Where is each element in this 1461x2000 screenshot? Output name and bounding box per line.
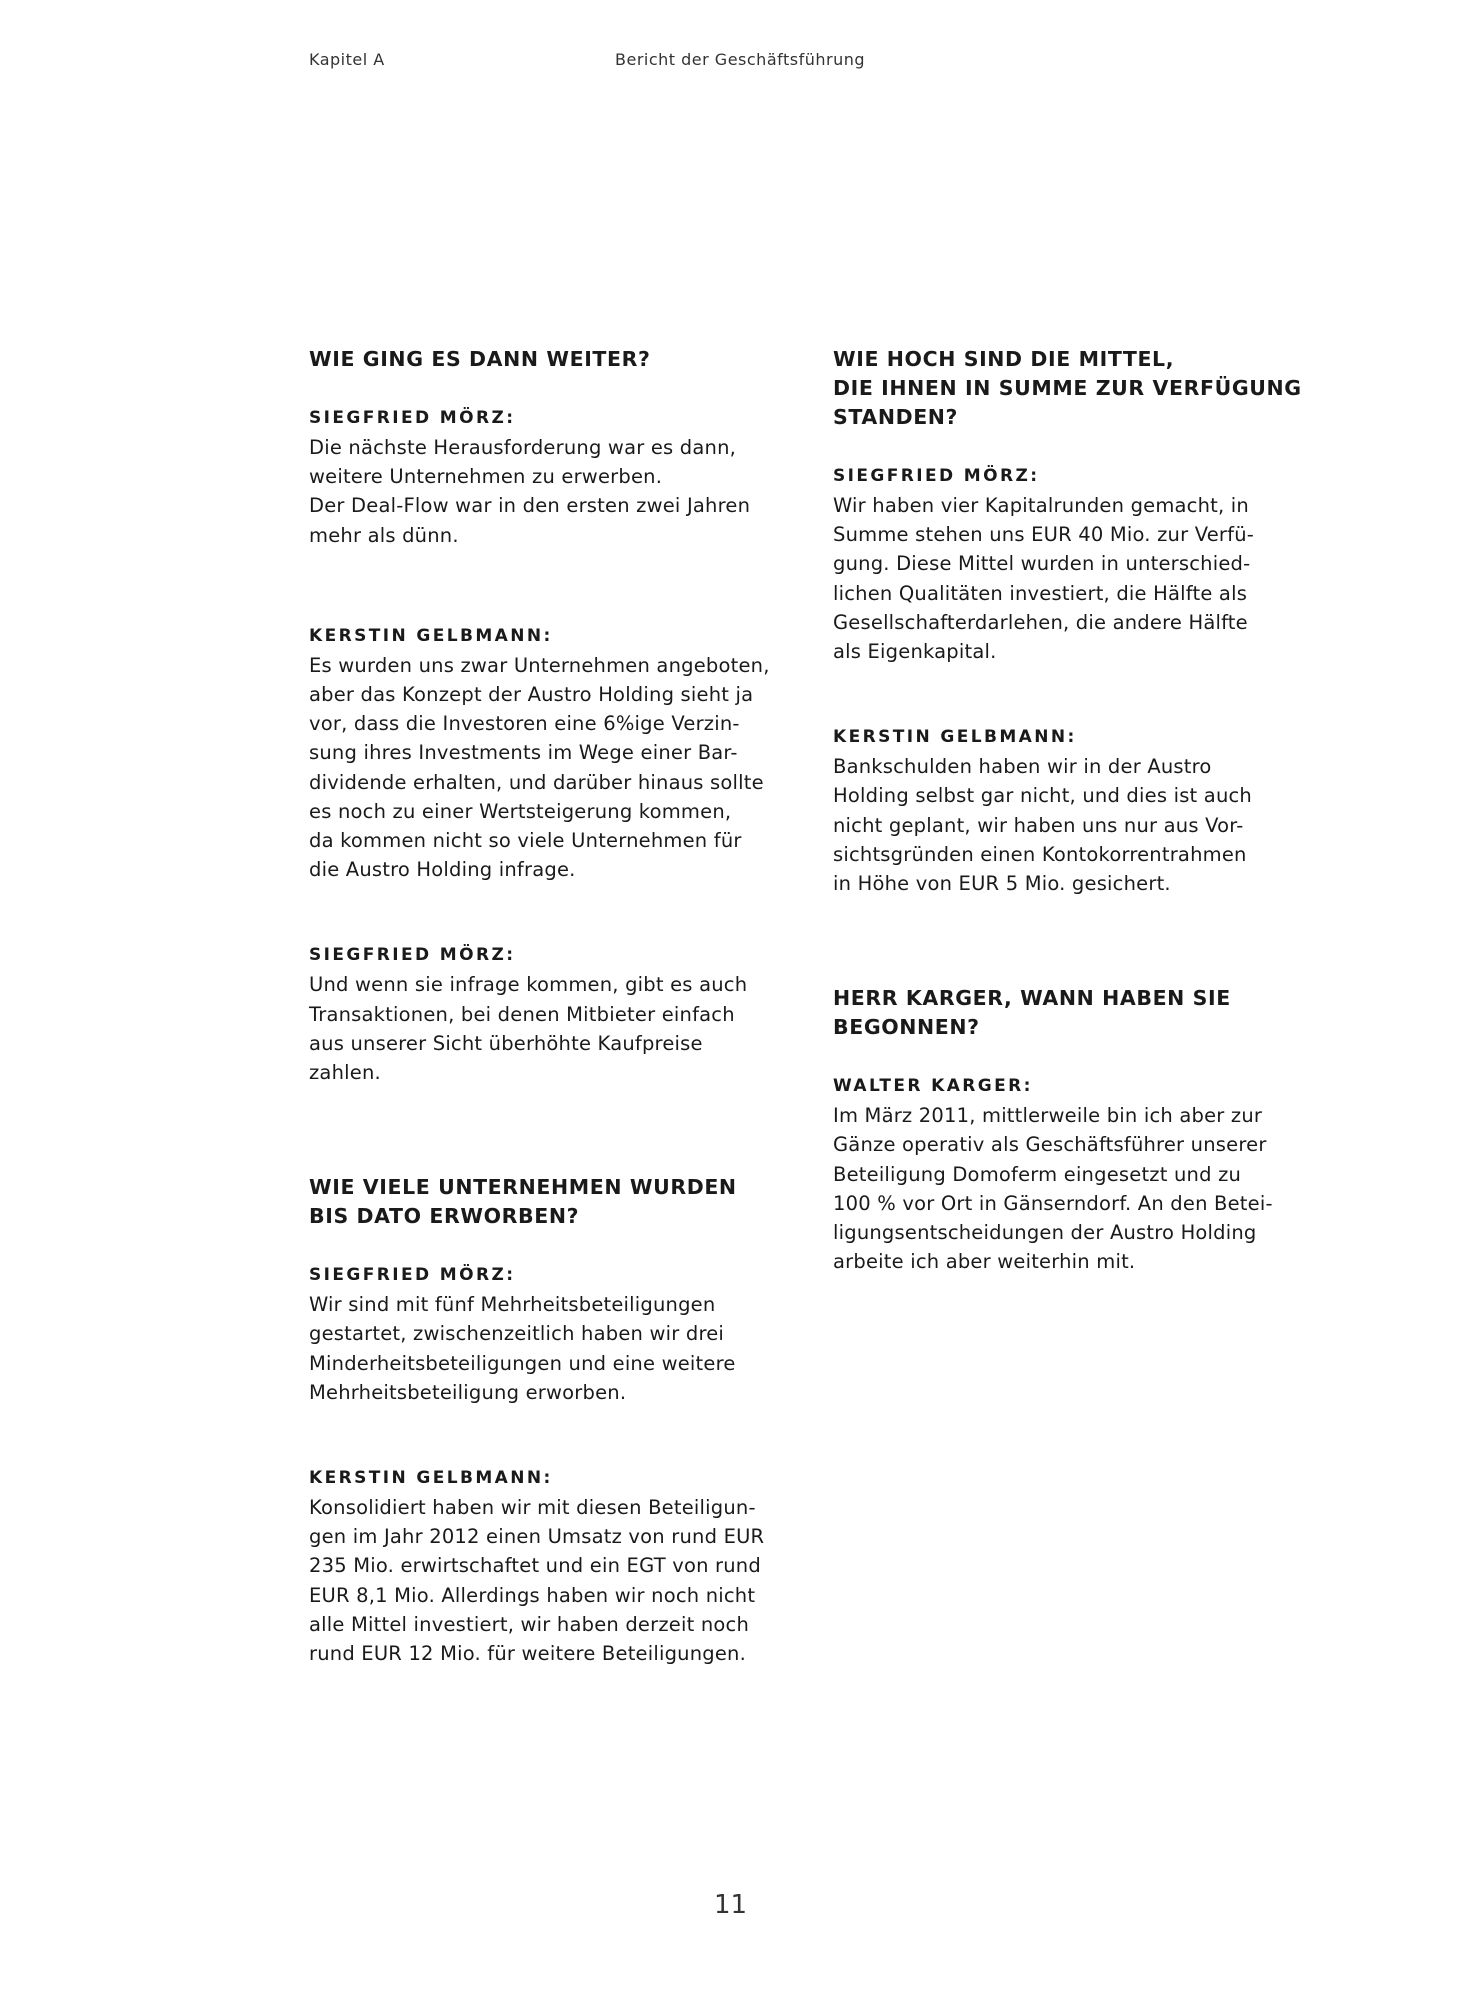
question-line: STANDEN?	[833, 405, 959, 429]
question-line: WIE HOCH SIND DIE MITTEL,	[833, 347, 1175, 371]
speaker-name: KERSTIN GELBMANN:	[833, 727, 1077, 748]
question-block-next-steps	[309, 345, 789, 1087]
answer-walter-karger	[833, 1072, 1313, 1276]
answer-kerstin-gelbmann	[833, 723, 1313, 898]
answer-line: Beteiligung Domoferm eingesetzt und zu	[833, 1162, 1242, 1186]
answer-line: Transaktionen, bei denen Mitbieter einfach	[309, 1002, 735, 1026]
answer-line: in Höhe von EUR 5 Mio. gesichert.	[833, 872, 1171, 896]
answer-line: 100 % vor Ort in Gänserndorf. An den Betei-	[833, 1191, 1273, 1215]
answer-line: sung ihres Investments im Wege einer Bar-	[309, 741, 738, 765]
answer-text	[309, 651, 789, 885]
answer-line: Bankschulden haben wir in der Austro	[833, 755, 1212, 779]
answer-line: da kommen nicht so viele Unternehmen für	[309, 829, 742, 853]
question-line: HERR KARGER, WANN HABEN SIE	[833, 986, 1231, 1011]
question-line: BEGONNEN?	[833, 1015, 980, 1040]
question-heading	[309, 1173, 789, 1231]
answer-line: ligungsentscheidungen der Austro Holding	[833, 1221, 1257, 1245]
answer-text	[833, 491, 1313, 666]
answer-line: gen im Jahr 2012 einen Umsatz von rund EUR	[309, 1525, 765, 1549]
question-heading	[833, 345, 1313, 432]
question-heading	[833, 984, 1313, 1042]
answer-text	[309, 970, 789, 1087]
answer-line: 235 Mio. erwirtschaftet und ein EGT von rund	[309, 1554, 761, 1578]
question-heading	[309, 345, 789, 374]
page-number: 11	[713, 1890, 748, 1920]
answer-line: weitere Unternehmen zu erwerben.	[309, 465, 663, 489]
running-header	[309, 50, 1009, 72]
answer-line: nicht geplant, wir haben uns nur aus Vor-	[833, 813, 1244, 837]
answer-line: Gänze operativ als Geschäftsführer unserer	[833, 1133, 1267, 1157]
answer-line: Gesellschafterdarlehen, die andere Hälfte	[833, 610, 1248, 634]
answer-kerstin-gelbmann	[309, 622, 789, 885]
answer-text	[833, 1101, 1313, 1276]
left-column	[309, 345, 789, 1668]
answer-line: Der Deal-Flow war in den ersten zwei Jahren	[309, 494, 751, 518]
answer-line: vor, dass die Investoren eine 6%ige Verzin-	[309, 712, 740, 736]
answer-line: aus unserer Sicht überhöhte Kaufpreise	[309, 1031, 703, 1055]
answer-line: als Eigenkapital.	[833, 640, 997, 664]
speaker-name: SIEGFRIED MÖRZ:	[833, 466, 1040, 486]
speaker-name: KERSTIN GELBMANN:	[309, 625, 553, 646]
speaker-name: KERSTIN GELBMANN:	[309, 1468, 553, 1489]
answer-line: rund EUR 12 Mio. für weitere Beteiligungen.	[309, 1642, 747, 1666]
answer-line: Minderheitsbeteiligungen und eine weitere	[309, 1351, 736, 1375]
answer-line: gestartet, zwischenzeitlich haben wir drei	[309, 1322, 725, 1346]
question-line: BIS DATO ERWORBEN?	[309, 1204, 580, 1229]
answer-line: die Austro Holding infrage.	[309, 858, 576, 882]
answer-line: Mehrheitsbeteiligung erworben.	[309, 1380, 627, 1404]
section-title: Bericht der Geschäftsführung	[615, 50, 866, 69]
answer-line: alle Mittel investiert, wir haben derzeit noch	[309, 1612, 749, 1636]
answer-line: zahlen.	[309, 1061, 381, 1085]
speaker-name: SIEGFRIED MÖRZ:	[309, 1265, 516, 1286]
answer-line: EUR 8,1 Mio. Allerdings haben wir noch nicht	[309, 1583, 756, 1607]
chapter-label: Kapitel A	[309, 50, 385, 69]
answer-text	[309, 433, 789, 550]
speaker-name: SIEGFRIED MÖRZ:	[309, 408, 516, 428]
answer-text	[309, 1493, 789, 1668]
right-column	[833, 345, 1313, 1276]
answer-line: Im März 2011, mittlerweile bin ich aber zur	[833, 1104, 1263, 1128]
question-block-acquisitions	[309, 1173, 789, 1668]
answer-siegfried-moerz	[833, 462, 1313, 666]
answer-line: mehr als dünn.	[309, 523, 459, 547]
question-line: WIE VIELE UNTERNEHMEN WURDEN	[309, 1175, 737, 1200]
answer-line: Summe stehen uns EUR 40 Mio. zur Verfü-	[833, 523, 1255, 547]
answer-line: Und wenn sie infrage kommen, gibt es auch	[309, 973, 748, 997]
question-block-karger-start	[833, 984, 1313, 1276]
answer-line: es noch zu einer Wertsteigerung kommen,	[309, 799, 732, 823]
answer-line: Wir sind mit fünf Mehrheitsbeteiligungen	[309, 1293, 716, 1317]
answer-siegfried-moerz	[309, 941, 789, 1087]
answer-line: Die nächste Herausforderung war es dann,	[309, 436, 737, 459]
answer-line: Konsolidiert haben wir mit diesen Beteiligun-	[309, 1496, 756, 1520]
answer-line: aber das Konzept der Austro Holding sieht ja	[309, 683, 754, 707]
speaker-name: WALTER KARGER:	[833, 1076, 1033, 1097]
answer-line: arbeite ich aber weiterhin mit.	[833, 1250, 1136, 1274]
answer-text	[309, 1290, 789, 1407]
answer-line: Wir haben vier Kapitalrunden gemacht, in	[833, 494, 1249, 517]
speaker-name: SIEGFRIED MÖRZ:	[309, 945, 516, 966]
answer-text	[833, 752, 1313, 898]
answer-siegfried-moerz	[309, 1261, 789, 1407]
answer-line: Holding selbst gar nicht, und dies ist auch	[833, 784, 1252, 808]
answer-line: lichen Qualitäten investiert, die Hälfte als	[833, 581, 1248, 605]
question-block-funding	[833, 345, 1313, 898]
answer-line: dividende erhalten, und darüber hinaus sollte	[309, 770, 764, 794]
answer-siegfried-moerz	[309, 404, 789, 550]
answer-kerstin-gelbmann	[309, 1464, 789, 1668]
answer-line: Es wurden uns zwar Unternehmen angeboten,	[309, 653, 770, 677]
answer-line: gung. Diese Mittel wurden in unterschied-	[833, 552, 1251, 576]
answer-line: sichtsgründen einen Kontokorrentrahmen	[833, 842, 1247, 866]
question-line: DIE IHNEN IN SUMME ZUR VERFÜGUNG	[833, 376, 1302, 400]
question-line: WIE GING ES DANN WEITER?	[309, 347, 651, 371]
